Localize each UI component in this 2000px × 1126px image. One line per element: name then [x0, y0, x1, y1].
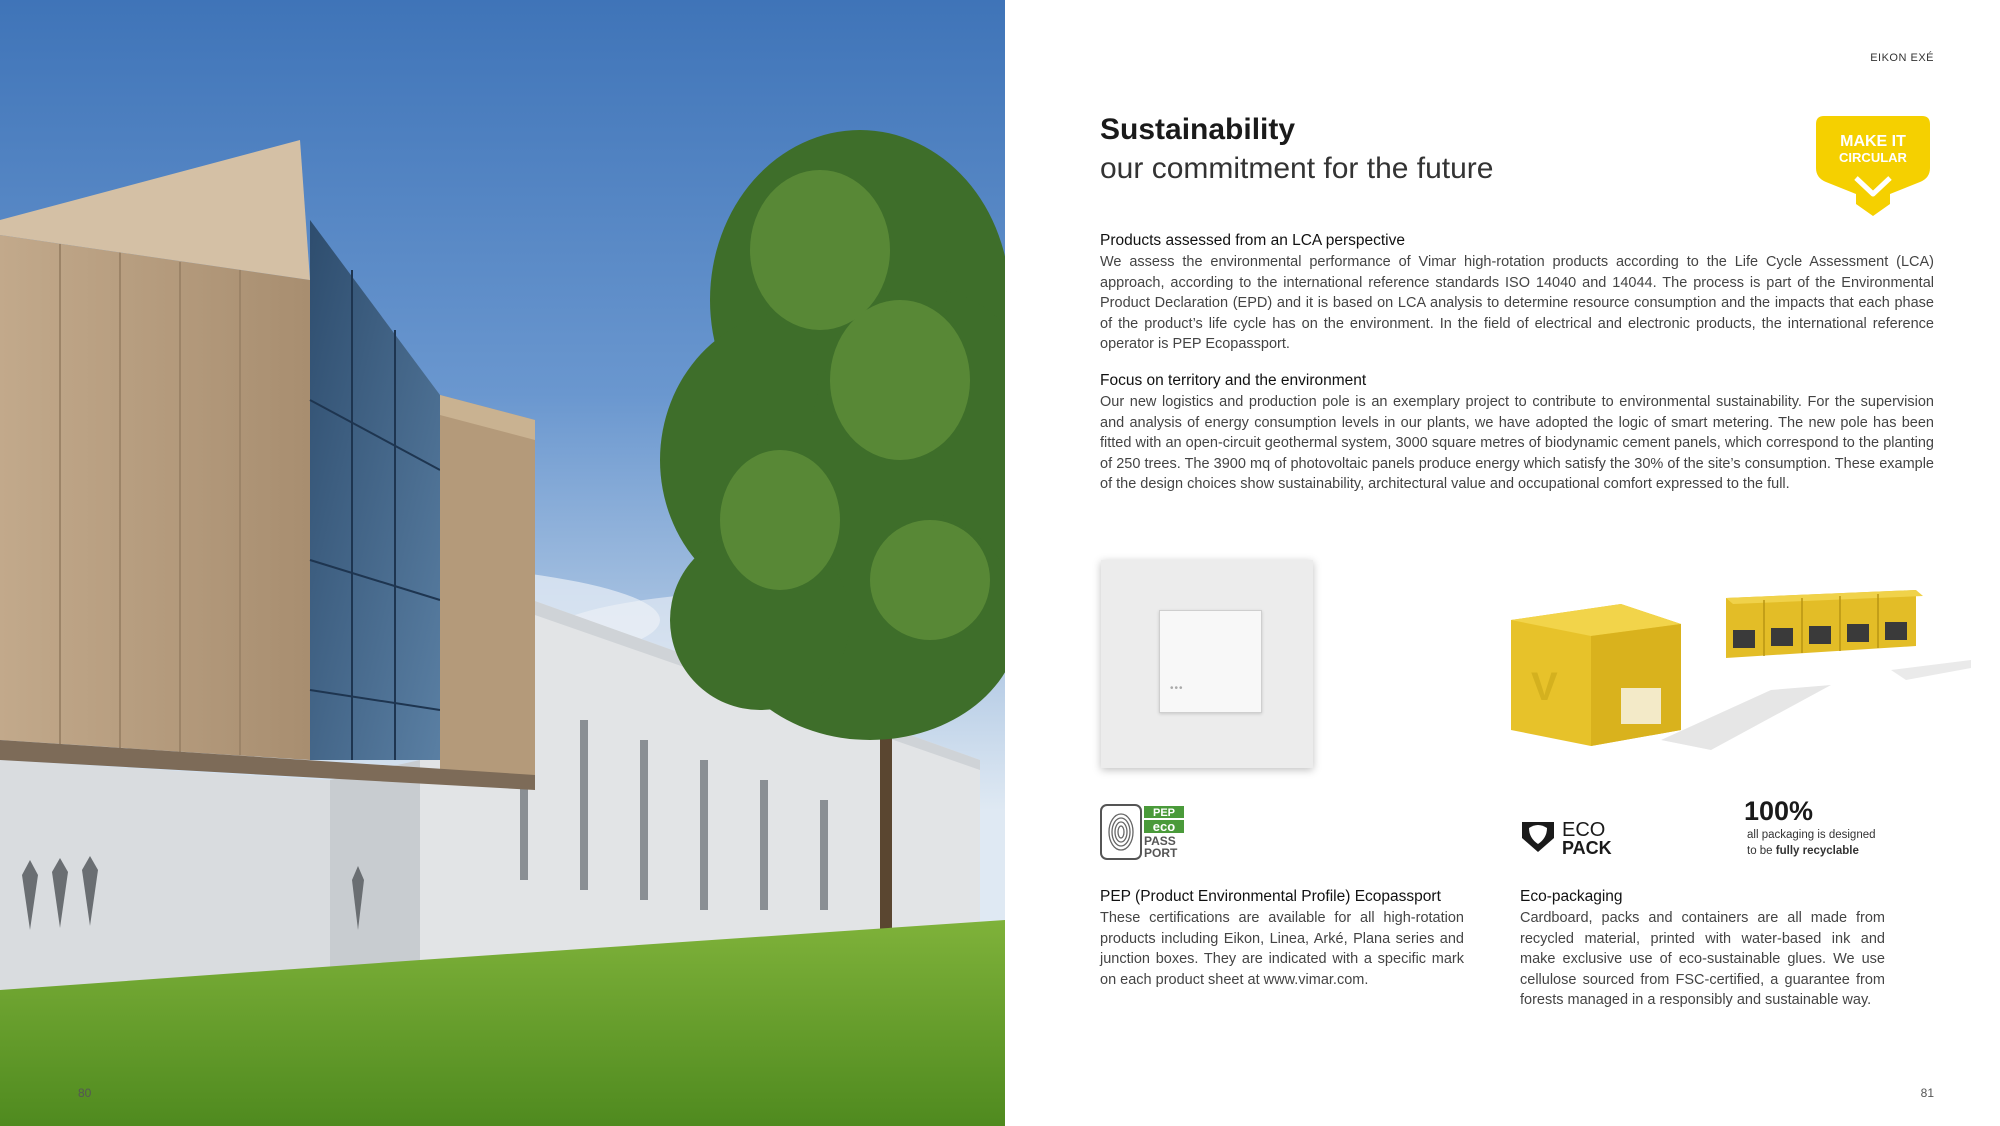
column-pep-heading: PEP (Product Environmental Profile) Ecopassport [1100, 888, 1441, 905]
page-number-left: 80 [78, 1086, 92, 1100]
column-eco-heading: Eco-packaging [1520, 888, 1623, 905]
pep-logo-line2: eco [1152, 819, 1176, 834]
packaging-image [1511, 590, 1971, 750]
column-eco-body: Cardboard, packs and containers are all made from recycled material, printed with water-based ink and make exclusive use of eco-sustainable glues. We use cellulose sourced from FSC-certified, a guarantee from forests managed in a responsibly and sustainable way. [1520, 910, 1885, 1008]
recyclable-stat [1744, 796, 1876, 859]
section-lca [1100, 232, 1934, 355]
column-pep [1100, 888, 1464, 990]
pep-logo-line3: PASS [1144, 834, 1176, 848]
header-tag: EIKON EXÉ [1870, 52, 1934, 64]
switch-plate-image [1101, 560, 1313, 768]
badge-line2: CIRCULAR [1839, 150, 1907, 165]
section-territory-body: Our new logistics and production pole is an exemplary project to contribute to environmental sustainability. For the supervision and analysis of energy consumption levels in our plants, we have adopted the logic of smart metering. The new pole has been fitted with an open-circuit geothermal system, 3000 square metres of biodynamic cement panels, which correspond to the planting of 250 trees. The 3900 mq of photovoltaic panels produce energy which satisfy the 30% of the site’s consumption. These example of the design choices show sustainability, architectural value and occupational comfort expressed to the full. [1100, 394, 1934, 492]
page-number-right: 81 [1920, 1086, 1934, 1100]
stat-value: 100% [1744, 796, 1814, 826]
stat-line2-prefix: to be [1747, 845, 1776, 857]
section-territory [1100, 372, 1934, 495]
section-lca-body: We assess the environmental performance of Vimar high-rotation products according to the Life Cycle Assessment (LCA) approach, according to the international reference standards ISO 14040 and 14044. The process is part of the Environmental Product Declaration (EPD) and it is based on LCA analysis to determine resource consumption and the impacts that each phase of the product’s life cycle has on the environment. In the field of electrical and electronic products, the international reference operator is PEP Ecopassport. [1100, 254, 1934, 352]
page-title: Sustainability [1100, 113, 1296, 146]
page-subtitle: our commitment for the future [1100, 152, 1494, 185]
right-page [1005, 0, 2000, 1126]
pep-logo-line4: PORT [1144, 846, 1178, 860]
section-lca-heading: Products assessed from an LCA perspective [1100, 232, 1405, 249]
column-pep-body: These certifications are available for all high-rotation products including Eikon, Linea, Arké, Plana series and junction boxes. They are indicated with a specific mark on each product sheet at www.vimar.com. [1100, 910, 1464, 988]
pep-logo-line1: PEP [1152, 807, 1176, 819]
make-it-circular-badge [1812, 112, 1934, 216]
pep-ecopassport-logo [1100, 804, 1188, 860]
switch-button [1159, 610, 1262, 713]
svg-text:V: V [1531, 665, 1558, 709]
eco-pack-logo [1520, 816, 1630, 856]
switch-led-dots: ••• [1170, 683, 1184, 694]
column-eco-packaging [1520, 888, 1885, 1011]
eco-logo-line2: PACK [1562, 838, 1612, 856]
stat-line2-bold: fully recyclable [1775, 845, 1859, 857]
section-territory-heading: Focus on territory and the environment [1100, 372, 1367, 389]
stat-line1: all packaging is designed [1747, 829, 1876, 841]
stat-line2 [1747, 843, 1876, 859]
badge-line1: MAKE IT [1840, 133, 1906, 150]
eco-logo-line1: ECO [1562, 819, 1606, 841]
